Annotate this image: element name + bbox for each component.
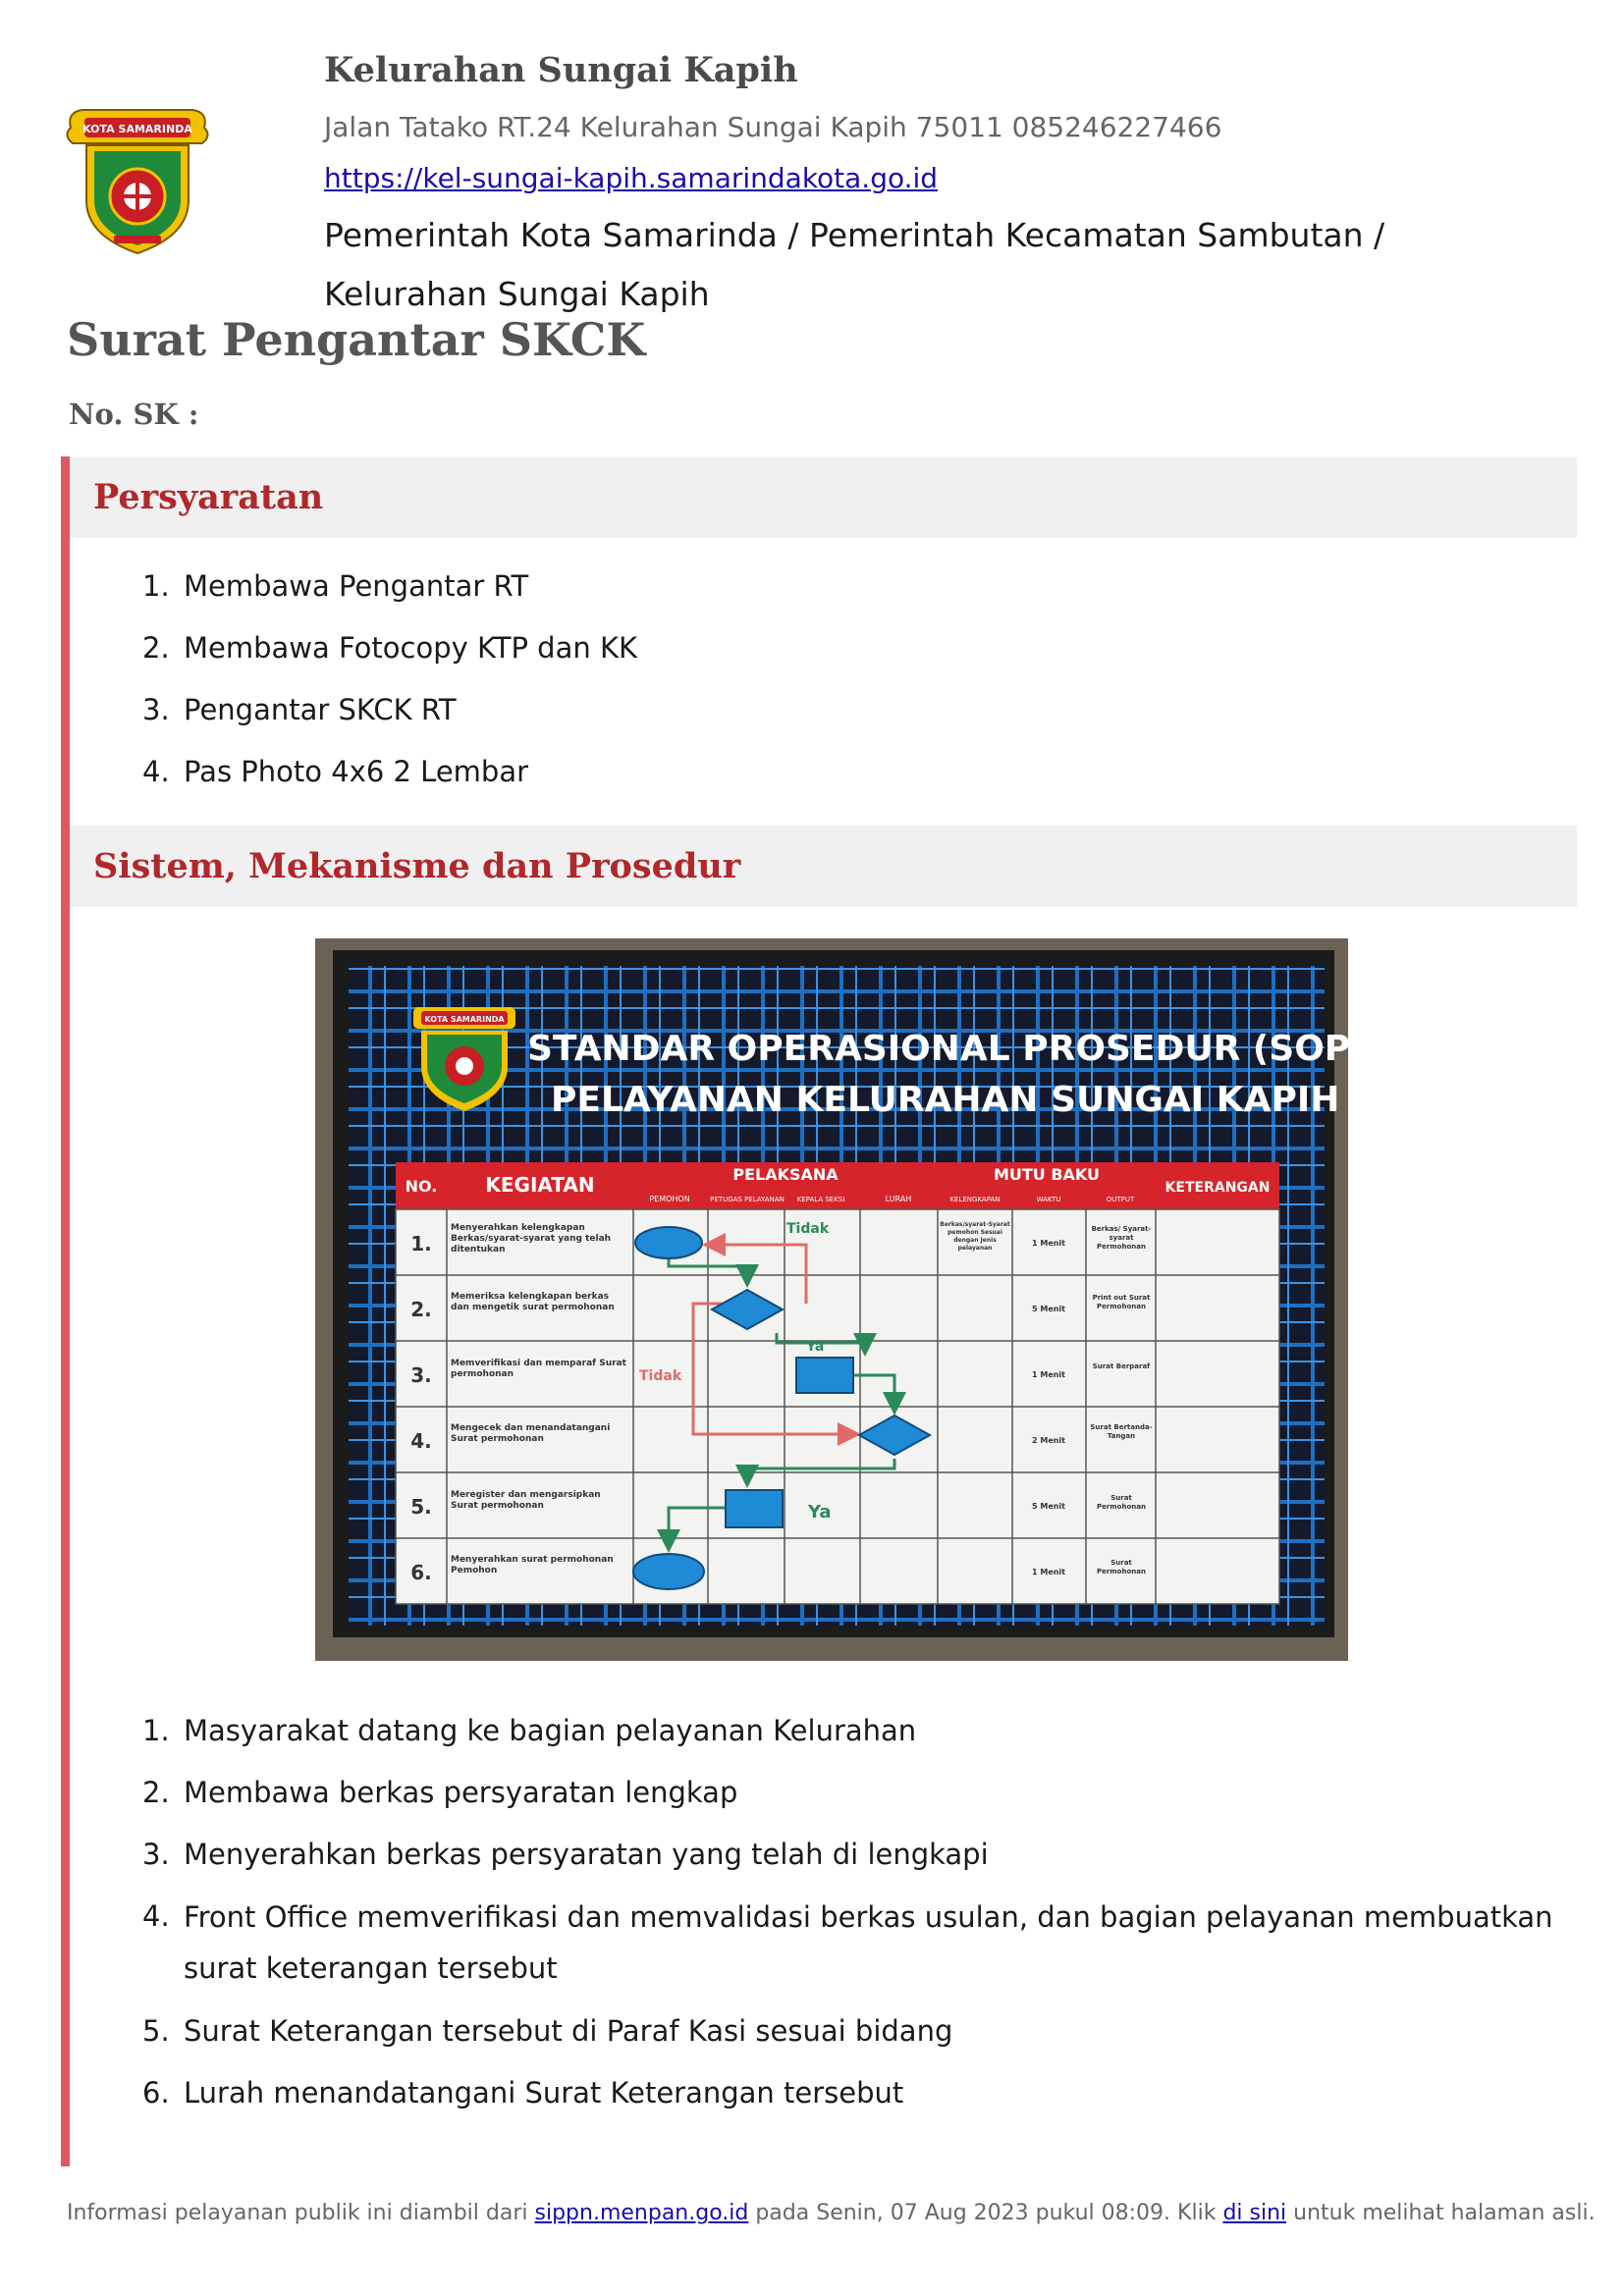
org-address: Jalan Tatako RT.24 Kelurahan Sungai Kapih 75011 085246227466 (324, 111, 1222, 143)
flow-label-yes: Ya (808, 1502, 832, 1522)
sub-col-applicant: PEMOHON (649, 1195, 690, 1203)
list-number: 2. (142, 631, 170, 665)
row-activity: Mengecek dan menandatangani Surat permohonan (451, 1423, 611, 1444)
list-item (142, 747, 1577, 796)
footer (67, 2197, 1596, 2230)
row-number: 4. (410, 1429, 432, 1453)
website-link[interactable]: https://kel-sungai-kapih.samarindakota.go.id (324, 162, 939, 194)
list-number: 2. (142, 1776, 170, 1809)
list-text: Menyerahkan berkas persyaratan yang telah di lengkapi (184, 1838, 989, 1871)
government-path: Pemerintah Kota Samarinda / Pemerintah Kecamatan Sambutan / Kelurahan Sungai Kapih (324, 216, 1385, 313)
row-activity: Menyerahkan kelengkapan Berkas/syarat-syarat yang telah ditentukan (451, 1223, 612, 1255)
sop-title-line1: STANDAR OPERASIONAL PROSEDUR (SOP) (527, 1029, 1348, 1069)
row-time: 1 Menit (1032, 1370, 1065, 1379)
list-text: Pas Photo 4x6 2 Lembar (184, 755, 529, 788)
source-link[interactable]: sippn.menpan.go.id (534, 2201, 749, 2225)
sop-board-image (315, 938, 1348, 1661)
list-item (142, 1706, 1577, 1755)
list-number: 6. (142, 2076, 170, 2109)
row-activity: Memverifikasi dan memparaf Surat permohonan (451, 1359, 626, 1379)
row-output: Berkas/ Syarat-syarat Permohonan (1091, 1225, 1152, 1251)
col-quality: MUTU BAKU (993, 1165, 1101, 1184)
logo-banner-text: KOTA SAMARINDA (82, 123, 192, 135)
list-text: Membawa Fotocopy KTP dan KK (184, 631, 637, 665)
list-text: Lurah menandatangani Surat Keterangan tersebut (184, 2076, 904, 2109)
row-time: 1 Menit (1032, 1239, 1065, 1248)
flow-label-no: Tidak (786, 1221, 830, 1237)
list-item (142, 1768, 1577, 1817)
sub-col-section-head: KEPALA SEKSI (796, 1196, 845, 1203)
footer-suffix: untuk melihat halaman asli. (1293, 2201, 1596, 2225)
row-number: 3. (410, 1363, 432, 1387)
list-text: Membawa Pengantar RT (184, 569, 529, 603)
row-time: 5 Menit (1032, 1502, 1065, 1511)
sub-col-output: OUTPUT (1106, 1196, 1135, 1203)
document-number-label: No. SK : (69, 398, 199, 431)
col-executor: PELAKSANA (732, 1165, 839, 1184)
original-page-link[interactable]: di sini (1222, 2201, 1287, 2225)
sop-logo-text: KOTA SAMARINDA (424, 1015, 505, 1024)
list-number: 1. (142, 569, 170, 603)
flow-label-no: Tidak (639, 1368, 682, 1384)
row-completeness: Berkas/syarat-Syarat pemohon Sesuai dengan Jenis pelayanan (940, 1221, 1010, 1252)
list-item (142, 2068, 1577, 2117)
sub-col-officer: PETUGAS PELAYANAN (710, 1196, 785, 1203)
row-time: 2 Menit (1032, 1436, 1065, 1445)
list-number: 3. (142, 1838, 170, 1871)
procedure-heading: Sistem, Mekanisme dan Prosedur (70, 826, 1577, 907)
org-name: Kelurahan Sungai Kapih (324, 50, 798, 90)
sop-flowchart (315, 938, 1348, 1661)
row-output: Surat Permohonan (1097, 1494, 1146, 1511)
requirements-heading: Persyaratan (70, 456, 1577, 538)
list-text: Pengantar SKCK RT (184, 693, 457, 726)
list-item (142, 561, 1577, 611)
row-number: 2. (410, 1298, 432, 1321)
footer-prefix: Informasi pelayanan publik ini diambil dari (67, 2201, 528, 2225)
row-activity: Menyerahkan surat permohonan Pemohon (451, 1555, 614, 1575)
row-output: Surat Permohonan (1097, 1559, 1146, 1575)
document-title: Surat Pengantar SKCK (67, 313, 646, 366)
list-item (142, 1892, 1577, 1994)
row-output: Print out Surat Permohonan (1092, 1294, 1151, 1310)
list-item (142, 623, 1577, 672)
list-item (142, 2006, 1577, 2056)
list-number: 1. (142, 1714, 170, 1747)
flow-label-yes: Ya (806, 1339, 825, 1355)
list-number: 3. (142, 693, 170, 726)
list-text: Membawa berkas persyaratan lengkap (184, 1776, 738, 1809)
city-logo (65, 106, 210, 255)
sop-title-line2: PELAYANAN KELURAHAN SUNGAI KAPIH (551, 1080, 1340, 1120)
list-text: Masyarakat datang ke bagian pelayanan Kelurahan (184, 1714, 917, 1747)
list-number: 4. (142, 1899, 170, 1933)
row-output: Surat Berparaf (1092, 1362, 1151, 1370)
row-activity: Meregister dan mengarsipkan Surat permohonan (451, 1490, 601, 1511)
list-number: 4. (142, 755, 170, 788)
col-no: NO. (405, 1177, 438, 1196)
row-number: 5. (410, 1495, 432, 1519)
service-content (61, 456, 1577, 2166)
row-output: Surat Bertanda-Tangan (1090, 1423, 1153, 1440)
col-activity: KEGIATAN (485, 1173, 595, 1197)
list-item (142, 1830, 1577, 1879)
row-time: 1 Menit (1032, 1568, 1065, 1576)
sub-col-time: WAKTU (1036, 1196, 1061, 1203)
sub-col-lurah: LURAH (885, 1195, 912, 1203)
row-time: 5 Menit (1032, 1305, 1065, 1313)
header (324, 45, 1561, 324)
footer-middle: pada Senin, 07 Aug 2023 pukul 08:09. Klik (755, 2201, 1217, 2225)
col-notes: KETERANGAN (1164, 1180, 1271, 1196)
list-item (142, 685, 1577, 734)
row-number: 1. (410, 1232, 432, 1255)
list-number: 5. (142, 2014, 170, 2048)
procedure-list (70, 1706, 1577, 2117)
list-text: Front Office memverifikasi dan memvalidasi berkas usulan, dan bagian pelayanan membuatkan surat keterangan tersebut (184, 1900, 1553, 1985)
requirements-list (70, 561, 1577, 796)
sub-col-completeness: KELENGKAPAN (949, 1196, 1001, 1203)
list-text: Surat Keterangan tersebut di Paraf Kasi sesuai bidang (184, 2014, 953, 2048)
row-number: 6. (410, 1561, 432, 1584)
row-activity: Memeriksa kelengkapan berkas dan mengetik surat permohonan (451, 1292, 615, 1312)
